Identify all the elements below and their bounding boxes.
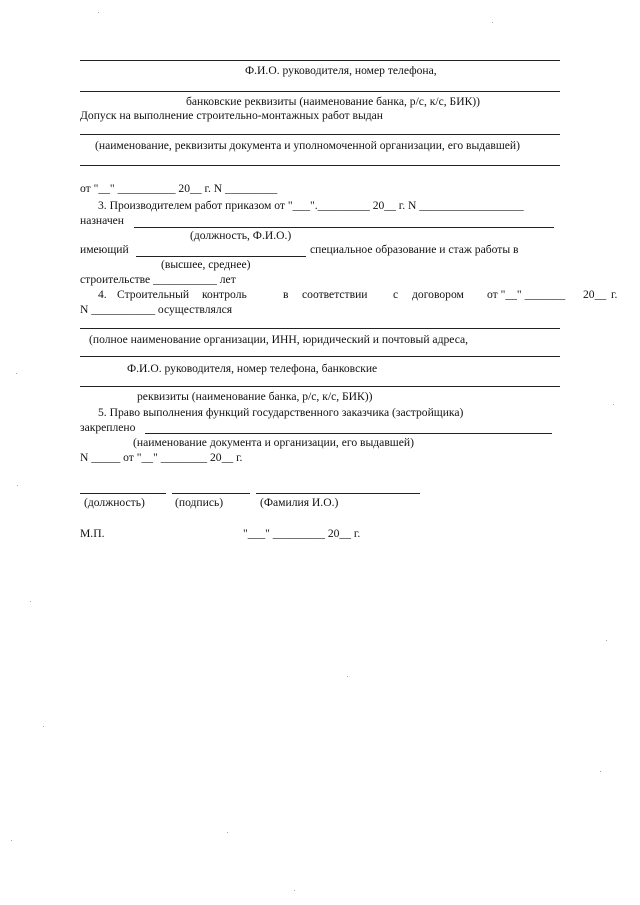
scan-speck	[294, 890, 295, 891]
scan-speck	[606, 640, 607, 641]
stamp-mp: М.П.	[80, 527, 105, 540]
p4-word: от "__" _______	[487, 288, 566, 301]
p4-caption-org: (полное наименование организации, ИНН, юридический и почтовый адреса,	[89, 333, 469, 346]
p4-word: контроль	[202, 288, 247, 301]
caption-dopusk: (наименование, реквизиты документа и уполномоченной организации, его выдавшей)	[95, 139, 520, 152]
blank-line-p3-person	[134, 227, 554, 228]
blank-line-p3-education	[136, 256, 306, 257]
p4-word: договором	[412, 288, 464, 301]
p3-caption-position: (должность, Ф.И.О.)	[190, 229, 292, 242]
p4-word: в	[283, 288, 289, 301]
scan-speck	[227, 832, 228, 833]
stamp-date: "___" _________ 20__ г.	[243, 527, 361, 540]
p4-word: с	[393, 288, 399, 301]
signature-caption-position: (должность)	[84, 496, 145, 509]
blank-line-p4-org-3	[80, 386, 560, 387]
blank-line-org	[80, 60, 560, 61]
p3-naznachen: назначен	[80, 214, 124, 227]
p3-order-line: 3. Производителем работ приказом от "___"._________ 20__ г. N __________________	[98, 199, 524, 212]
scan-speck	[17, 485, 18, 486]
scan-speck	[43, 726, 44, 727]
p4-contract-number: N ___________ осуществлялся	[80, 303, 233, 316]
signature-line-name	[256, 493, 420, 494]
scan-speck	[11, 840, 12, 841]
signature-line-signature	[172, 493, 250, 494]
signature-line-position	[80, 493, 166, 494]
p4-word: 20__	[583, 288, 607, 301]
scan-speck	[600, 771, 601, 772]
p4-caption-bank: реквизиты (наименование банка, р/с, к/с, БИК))	[137, 390, 373, 403]
p5-zakrepleno: закреплено	[80, 421, 136, 434]
scan-speck	[492, 22, 493, 23]
dopusk-text: Допуск на выполнение строительно-монтажных работ выдан	[80, 109, 383, 122]
scan-speck	[613, 404, 614, 405]
scan-speck	[347, 676, 348, 677]
scan-speck	[30, 601, 31, 602]
p5-customer-rights: 5. Право выполнения функций государственного заказчика (застройщика)	[98, 406, 464, 419]
blank-line-p4-org	[80, 328, 560, 329]
p4-word: соответствии	[302, 288, 368, 301]
blank-line-dopusk	[80, 134, 560, 135]
dopusk-date-line: от "__" __________ 20__ г. N _________	[80, 182, 278, 195]
blank-line-p5-document	[145, 433, 552, 434]
p5-number-line: N _____ от "__" ________ 20__ г.	[80, 451, 243, 464]
scan-speck	[16, 373, 17, 374]
blank-line-p4-org-2	[80, 356, 560, 357]
blank-line-dopusk-2	[80, 165, 560, 166]
scan-speck	[98, 12, 99, 13]
p4-word: Строительный	[117, 288, 190, 301]
caption-bank-details: банковские реквизиты (наименование банка, р/с, к/с, БИК))	[186, 95, 481, 108]
p4-caption-fio: Ф.И.О. руководителя, номер телефона, банковские	[127, 362, 378, 375]
p3-caption-level: (высшее, среднее)	[161, 258, 251, 271]
caption-fio-phone: Ф.И.О. руководителя, номер телефона,	[245, 64, 437, 77]
p3-imeyushchiy: имеющий	[80, 243, 129, 256]
blank-line-bank	[80, 91, 560, 92]
p4-word: г.	[611, 288, 618, 301]
p4-word: 4.	[98, 288, 107, 301]
signature-caption-signature: (подпись)	[175, 496, 224, 509]
signature-caption-name: (Фамилия И.О.)	[260, 496, 339, 509]
p5-caption-document: (наименование документа и организации, его выдавшей)	[133, 436, 414, 449]
p3-experience-line: строительстве ___________ лет	[80, 273, 236, 286]
p3-special-education: специальное образование и стаж работы в	[310, 243, 519, 256]
